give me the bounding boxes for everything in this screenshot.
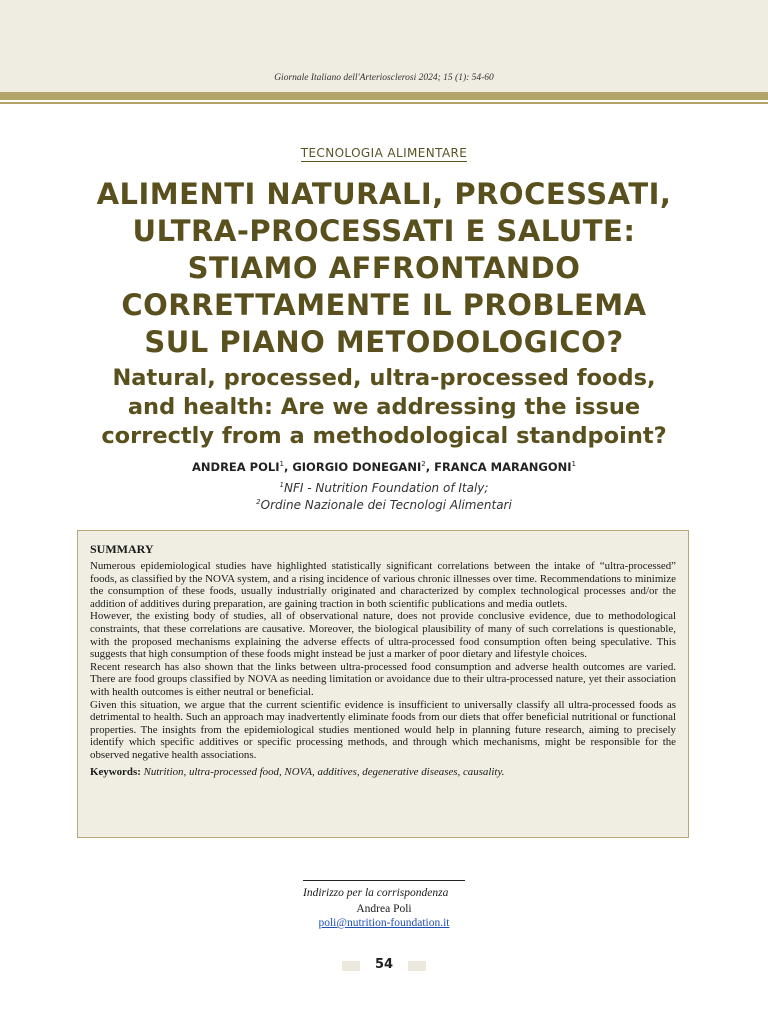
header-rule-thick — [0, 92, 768, 100]
journal-reference: Giornale Italiano dell'Arteriosclerosi 2024; 15 (1): 54-60 — [274, 73, 494, 83]
keywords-label: Keywords: — [90, 765, 141, 778]
page-number: 54 — [374, 957, 394, 972]
correspondence-email-link[interactable]: poli@nutrition-foundation.it — [318, 917, 450, 929]
affiliation-sup: 2 — [256, 498, 261, 506]
affiliation-text: NFI - Nutrition Foundation of Italy; — [284, 481, 489, 495]
author-affil-sup: 1 — [279, 460, 284, 469]
affiliation-2 — [0, 498, 768, 512]
title-english: Natural, processed, ultra-processed foods, and health: Are we addressing the issue correctly from a methodological standpoint? — [101, 365, 667, 449]
author-affil-sup: 2 — [421, 460, 426, 469]
author-affil-sup: 1 — [571, 460, 576, 469]
keywords-list: Nutrition, ultra-processed food, NOVA, additives, degenerative diseases, causality. — [143, 765, 505, 778]
summary-box — [77, 530, 689, 838]
correspondence-rule — [303, 880, 465, 881]
section-label-text: TECNOLOGIA ALIMENTARE — [300, 146, 468, 160]
correspondence-name: Andrea Poli — [356, 903, 412, 915]
summary-heading: SUMMARY — [90, 542, 154, 556]
summary-paragraph: However, the existing body of studies, all of observational nature, does not provide conclusive evidence, due to methodological constraints, that these correlations are causative. Moreover, the biological plausibility of many of such correlations is questionable, with the proposed mechanisms explaining the adverse effects of ultra-processed food consumption often being speculative. This suggests that high consumption of these foods might instead be just a marker of poor dietary and lifestyle choices. — [90, 610, 676, 661]
author-name: GIORGIO DONEGANI — [292, 460, 422, 474]
author-separator: , — [283, 460, 293, 474]
affiliation-text: Ordine Nazionale dei Tecnologi Alimentari — [260, 498, 512, 512]
summary-paragraph: Recent research has also shown that the links between ultra-processed food consumption and adverse health outcomes are varied. There are food groups classified by NOVA as needing limitation or avoidance due to their ultra-processed nature, yet their association with health outcomes is either neutral or beneficial. — [90, 660, 676, 698]
correspondence-label: Indirizzo per la corrispondenza — [303, 887, 449, 899]
summary-paragraph: Numerous epidemiological studies have highlighted statistically significant correlations between the intake of “ultra-processed” foods, as classified by the NOVA system, and a rising incidence of various chronic illnesses over time. Recommendations to minimize the consumption of these foods, usually industrially originated and characterized by complex technological processes and/or the addition of additives during preparation, are gaining traction in both scientific publications and media outlets. — [90, 560, 676, 610]
author-name: FRANCA MARANGONI — [434, 460, 572, 474]
author-name: ANDREA POLI — [192, 460, 280, 474]
author-list — [0, 460, 768, 474]
section-label — [0, 146, 768, 160]
keywords — [90, 766, 676, 779]
page-number-bar-left — [342, 961, 360, 971]
author-separator: , — [425, 460, 435, 474]
affiliation-1 — [0, 481, 768, 495]
page-number-bar-right — [408, 961, 426, 971]
title-italian: ALIMENTI NATURALI, PROCESSATI, ULTRA-PROCESSATI E SALUTE: STIAMO AFFRONTANDO CORRETTAMENTE IL PROBLEMA SUL PIANO METODOLOGICO? — [96, 177, 672, 359]
summary-paragraph: Given this situation, we argue that the current scientific evidence is insufficient to universally classify all ultra-processed foods as detrimental to health. Such an approach may inadvertently eliminate foods from our diets that offer beneficial nutritional or functional properties. The insights from the epidemiological studies mentioned would help in planning future research, aiming to precisely identify which specific additives or specific processing methods, and through which mechanisms, might be responsible for the observed negative health associations. — [90, 698, 676, 761]
affiliation-sup: 1 — [279, 481, 285, 489]
header-rule-thin — [0, 102, 768, 104]
